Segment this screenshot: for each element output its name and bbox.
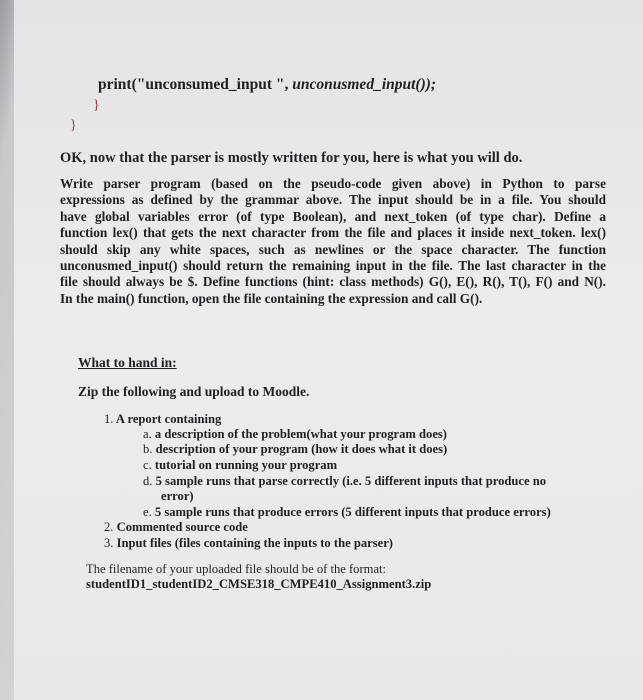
paragraph-line: In the main() function, open the file containing the expression and call G(). — [60, 290, 483, 306]
list-item — [104, 412, 221, 427]
list-item-number: b. — [143, 442, 153, 456]
list-item-text: 5 sample runs that produce errors (5 different inputs that produce errors) — [154, 505, 551, 519]
paragraph-line: file should always be $. Define functions (hint: class methods) G(), E(), R(), T(), F() and N(). — [60, 274, 606, 290]
list-item — [143, 442, 447, 457]
paragraph-line: have global variables error (of type Boolean), and next_token (of type char). Define a — [60, 208, 606, 224]
list-item-text: error) — [161, 489, 194, 503]
filename-note: The filename of your uploaded file should be of the format: — [86, 562, 387, 576]
list-item-text: description of your program (how it does what it does) — [155, 442, 448, 456]
filename-format: studentID1_studentID2_CMSE318_CMPE410_Assignment3.zip — [86, 577, 432, 591]
code-print-prefix: print("unconsumed_input ", — [98, 76, 293, 93]
code-print-line — [98, 76, 436, 94]
list-item-number: e. — [143, 505, 152, 519]
paragraph-line: should skip any white spaces, such as newlines or the space character. The function — [60, 241, 606, 257]
list-item — [143, 458, 337, 473]
list-item — [143, 505, 551, 520]
hand-in-instruction: Zip the following and upload to Moodle. — [78, 384, 310, 399]
list-item-number: c. — [143, 458, 152, 472]
assignment-paragraph — [60, 176, 606, 307]
paragraph-line: function lex() that gets the next character from the file and places it inside next_token. lex() — [60, 225, 606, 241]
hand-in-title: What to hand in: — [78, 355, 177, 370]
list-item — [143, 474, 546, 489]
list-item-text: a description of the problem(what your program does) — [154, 427, 448, 441]
list-item-text: Input files (files containing the inputs to the parser) — [116, 536, 393, 550]
list-item-text: 5 sample runs that parse correctly (i.e. 5 different inputs that produce no — [155, 474, 546, 488]
paragraph-line: expressions as defined by the grammar above. The input should be in a file. You should — [60, 192, 606, 208]
list-item-number: 2. — [104, 520, 114, 534]
list-item-text: Commented source code — [116, 520, 248, 534]
code-print-call: unconusmed_input()); — [292, 76, 437, 93]
list-item-number: 1. — [104, 412, 114, 426]
list-item-number: 3. — [104, 536, 114, 550]
list-item-text: tutorial on running your program — [154, 458, 338, 472]
closing-brace-inner: } — [93, 98, 100, 113]
document-page — [14, 0, 643, 700]
list-item-number: d. — [143, 474, 153, 488]
list-item — [104, 520, 248, 535]
list-item-continuation — [161, 489, 194, 504]
list-item-text: A report containing — [115, 412, 222, 426]
list-item-number: a. — [143, 427, 152, 441]
list-item — [143, 427, 447, 442]
closing-brace-outer: } — [70, 118, 77, 133]
list-item — [104, 536, 393, 551]
paragraph-line: unconusmed_input() should return the remaining input in the file. The last character in the — [60, 258, 606, 274]
instructions-heading: OK, now that the parser is mostly written for you, here is what you will do. — [60, 150, 523, 166]
paragraph-line: Write parser program (based on the pseudo-code given above) in Python to parse — [60, 176, 606, 191]
